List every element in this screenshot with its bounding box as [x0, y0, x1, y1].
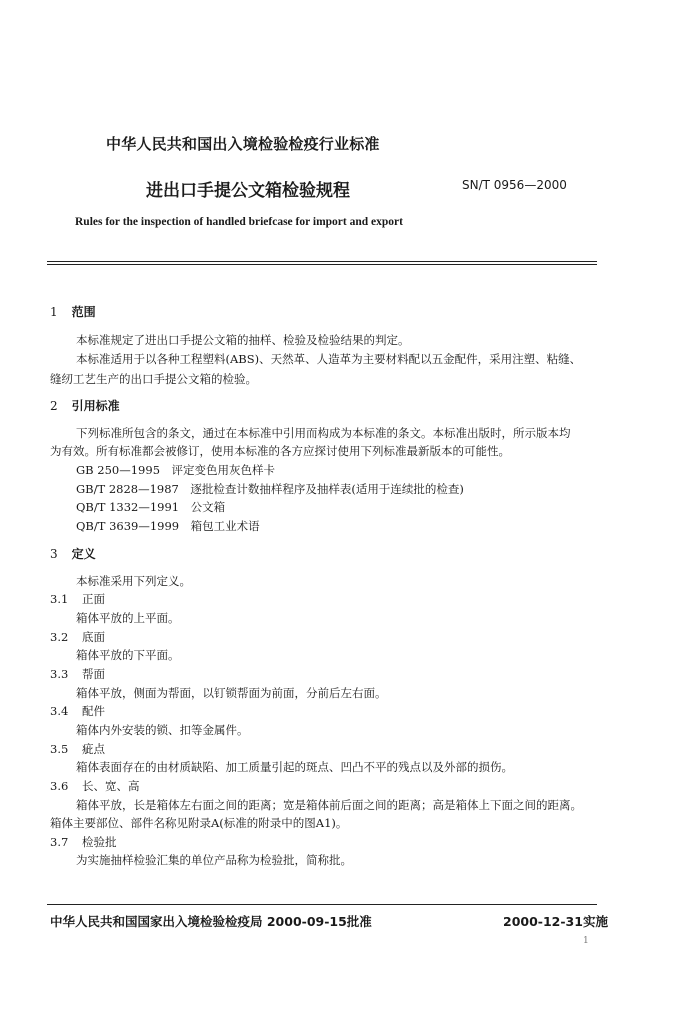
reference-item: GB 250—1995 评定变色用灰色样卡: [76, 463, 276, 477]
approval-line: 中华人民共和国国家出入境检验检疫局 2000-09-15批准: [50, 914, 372, 929]
footer-divider: [47, 904, 597, 905]
effective-date: 2000-12-31实施: [503, 914, 608, 929]
section-title: 范围: [71, 305, 96, 319]
paragraph: 本标准采用下列定义。: [76, 574, 191, 588]
definition-number: 3.2: [50, 630, 69, 644]
definition-number: 3.6: [50, 779, 69, 793]
definition-number: 3.1: [50, 592, 69, 606]
definition-term: 帮面: [81, 667, 105, 681]
definition-text: 箱体内外安装的锁、扣等金属件。: [76, 723, 249, 737]
paragraph: 为有效。所有标准都会被修订，使用本标准的各方应探讨使用下列标准最新版本的可能性。: [50, 444, 510, 458]
definition-text: 箱体平放的下平面。: [76, 648, 180, 662]
definition-heading: [50, 590, 105, 609]
definition-heading: [50, 702, 105, 721]
definition-term: 正面: [81, 592, 105, 606]
definition-text: 箱体平放的上平面。: [76, 611, 180, 625]
section-number: 3: [50, 547, 58, 561]
page-number: 1: [583, 936, 589, 946]
definition-heading: [50, 740, 105, 759]
section-3-heading: [50, 545, 96, 562]
section-number: 2: [50, 399, 58, 413]
definition-number: 3.5: [50, 742, 69, 756]
definition-term: 检验批: [81, 835, 117, 849]
standard-code: SN/T 0956—2000: [462, 178, 567, 192]
definition-text: 箱体平放，长是箱体左右面之间的距离；宽是箱体前后面之间的距离；高是箱体上下面之间的距离。: [76, 798, 582, 812]
definition-term: 长、宽、高: [81, 779, 140, 793]
section-title: 定义: [71, 547, 96, 561]
definition-term: 配件: [81, 704, 105, 718]
definition-text: 箱体表面存在的由材质缺陷、加工质量引起的斑点、凹凸不平的残点以及外部的损伤。: [76, 760, 513, 774]
section-1-heading: [50, 303, 96, 320]
standard-title-en: Rules for the inspection of handled briefcase for import and export: [75, 216, 403, 228]
reference-item: QB/T 1332—1991 公文箱: [76, 500, 226, 514]
reference-item: GB/T 2828—1987 逐批检查计数抽样程序及抽样表(适用于连续批的检查): [76, 482, 464, 496]
section-title: 引用标准: [71, 399, 120, 413]
paragraph: 缝纫工艺生产的出口手提公文箱的检验。: [50, 372, 257, 386]
header-divider-double: [47, 264, 597, 265]
definition-heading: [50, 665, 105, 684]
reference-item: QB/T 3639—1999 箱包工业术语: [76, 519, 260, 533]
definition-heading: [50, 628, 105, 647]
definition-number: 3.3: [50, 667, 69, 681]
definition-number: 3.7: [50, 835, 69, 849]
standard-title-cn: 进出口手提公文箱检验规程: [146, 181, 350, 201]
header-divider: [47, 261, 597, 262]
definition-heading: [50, 833, 116, 852]
definition-number: 3.4: [50, 704, 69, 718]
paragraph: 本标准规定了进出口手提公文箱的抽样、检验及检验结果的判定。: [76, 333, 410, 347]
paragraph: 本标准适用于以各种工程塑料(ABS)、天然革、人造革为主要材料配以五金配件，采用注塑、粘缝、: [76, 352, 582, 366]
definition-heading: [50, 777, 139, 796]
section-number: 1: [50, 305, 58, 319]
definition-text: 箱体平放，侧面为帮面，以钉锁帮面为前面，分前后左右面。: [76, 686, 387, 700]
definition-term: 疵点: [81, 742, 105, 756]
section-2-heading: [50, 397, 120, 414]
issuing-organization: 中华人民共和国出入境检验检疫行业标准: [106, 135, 380, 153]
definition-term: 底面: [81, 630, 105, 644]
definition-text: 为实施抽样检验汇集的单位产品称为检验批，简称批。: [76, 853, 352, 867]
paragraph: 下列标准所包含的条文，通过在本标准中引用而构成为本标准的条文。本标准出版时，所示版本均: [76, 426, 571, 440]
definition-text: 箱体主要部位、部件名称见附录A(标准的附录中的图A1)。: [50, 816, 348, 830]
